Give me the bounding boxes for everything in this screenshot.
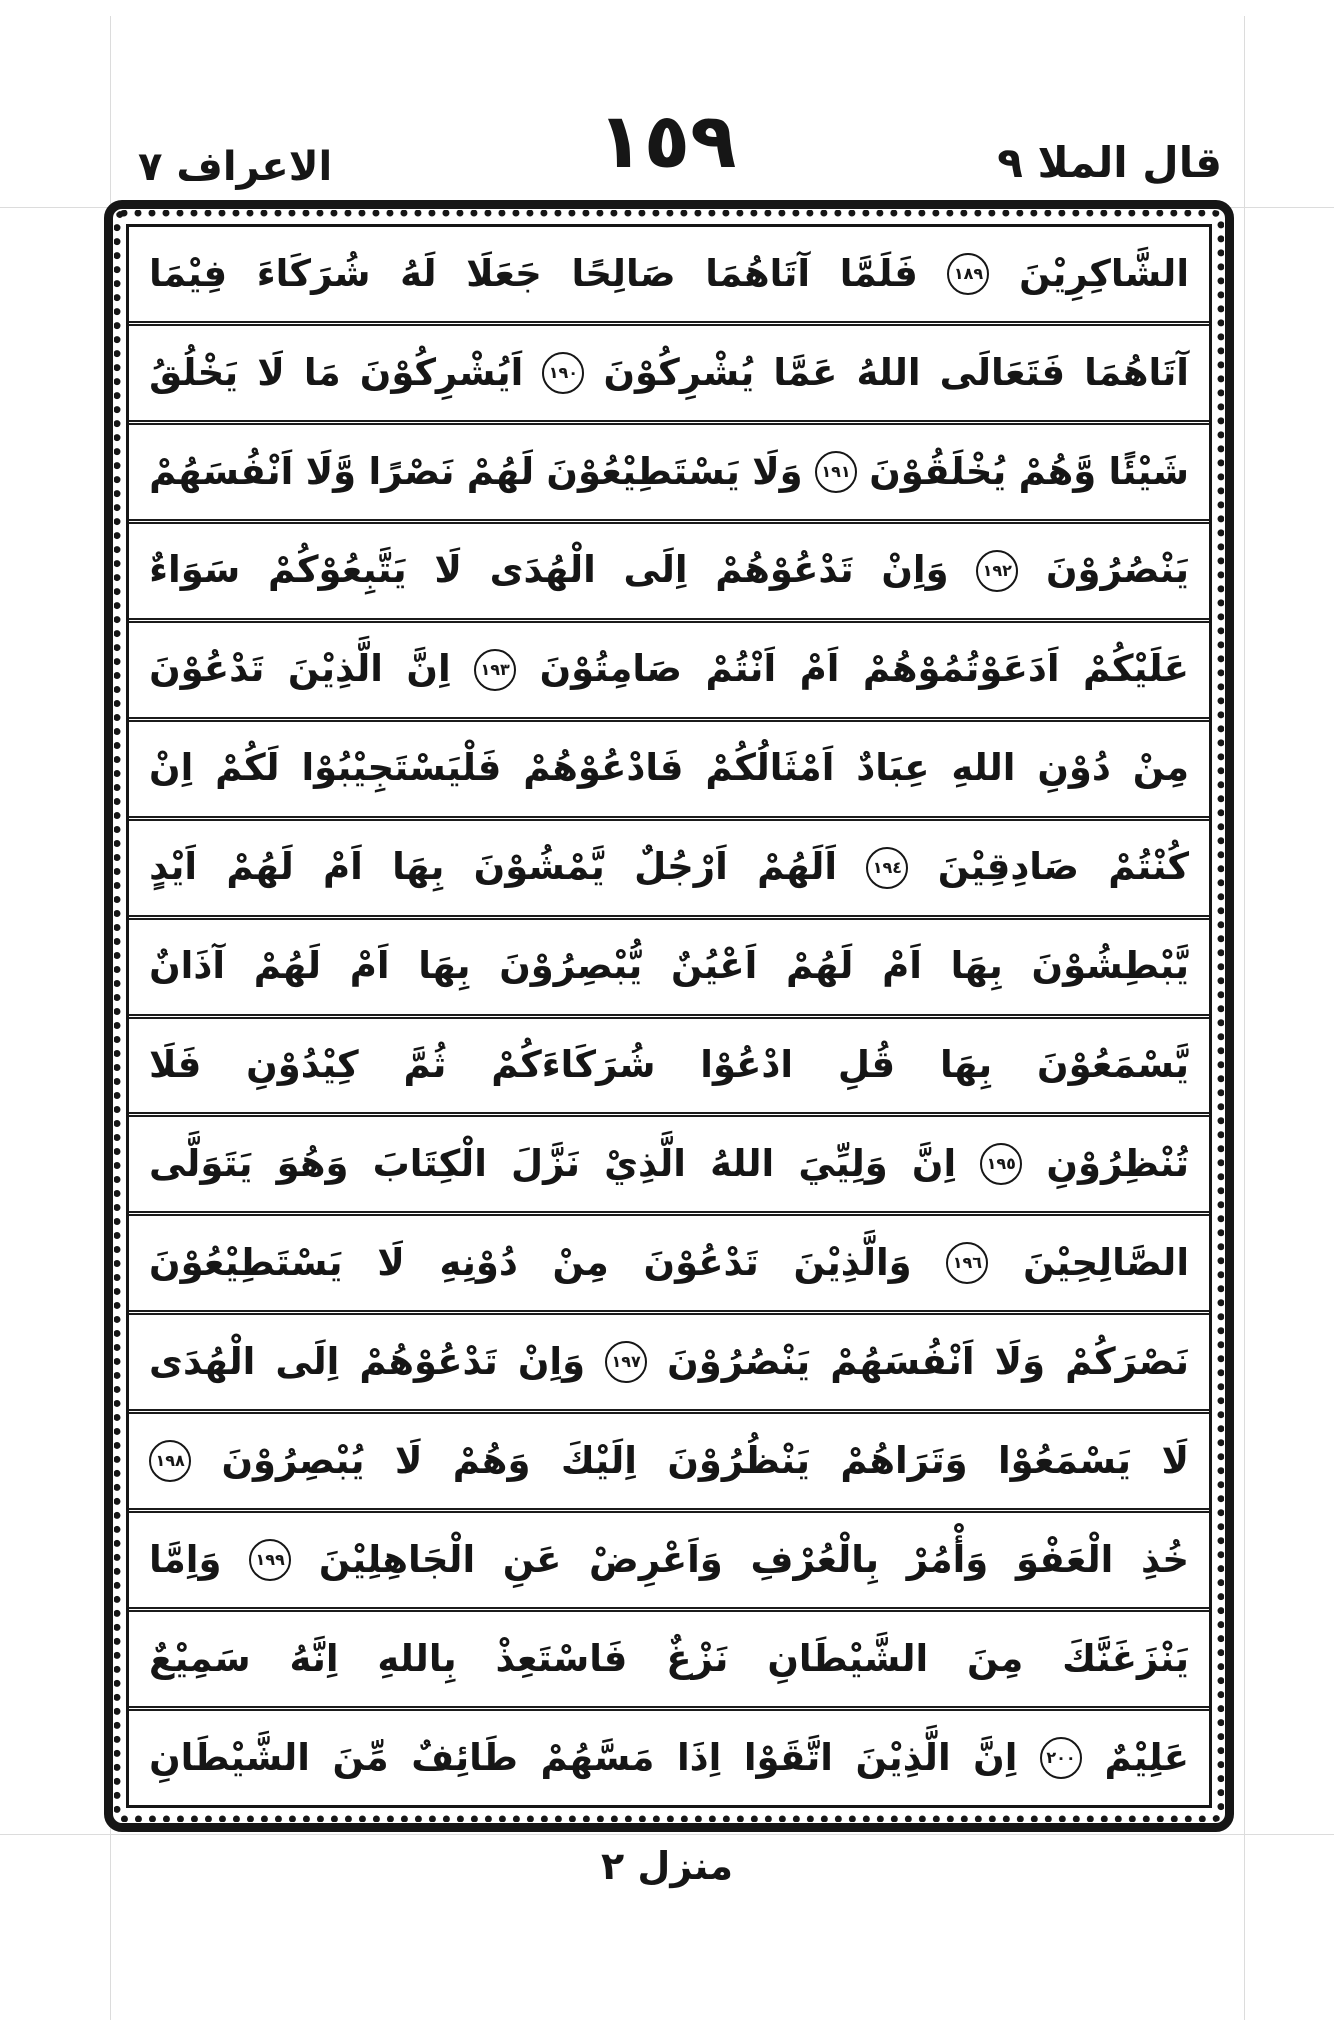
quran-word: قُلِ	[837, 1043, 896, 1087]
quran-word: الَّذِيْنَ	[855, 1735, 951, 1779]
quran-word: يَنْزَغَنَّكَ	[1062, 1636, 1189, 1680]
quran-word: يَّمْشُوْنَ	[473, 845, 605, 889]
ayah-number-badge: ١٩٩	[249, 1539, 291, 1581]
quran-word: آتَاهُمَا	[1084, 350, 1189, 394]
quran-word: يَسْتَطِيْعُوْنَ	[546, 449, 740, 493]
quran-word: فِيْمَا	[149, 251, 228, 295]
quran-word: لَكُمْ	[215, 746, 280, 790]
quran-text-block	[126, 224, 1212, 1808]
quran-word: نَصْرًا	[368, 449, 455, 493]
quran-word: مِنْ	[1132, 746, 1189, 790]
quran-word: الَّذِيْ	[604, 1142, 686, 1186]
margin-rule-bottom	[0, 1834, 1334, 1835]
quran-word: يُّبْصِرُوْنَ	[499, 944, 643, 988]
quran-word: لَا	[257, 350, 285, 394]
quran-word: اَيْدٍ	[149, 845, 198, 889]
quran-word: عِبَادٌ	[856, 746, 930, 790]
quran-word: اِنَّ	[911, 1142, 957, 1186]
quran-word: وَاَعْرِضْ	[589, 1537, 723, 1581]
quran-line	[129, 623, 1209, 722]
quran-word: اَمْ	[349, 944, 390, 988]
quran-word: نَزْغٌ	[666, 1636, 729, 1680]
quran-line	[129, 722, 1209, 821]
quran-word: الْهُدَى	[489, 548, 596, 592]
ayah-number-badge: ١٨٩	[947, 253, 989, 295]
quran-word: سَوَاءٌ	[149, 548, 241, 592]
quran-word: ثُمَّ	[403, 1043, 447, 1087]
quran-word: لَا	[394, 1438, 423, 1482]
quran-word: عَنِ	[502, 1537, 562, 1581]
quran-word: بِهَا	[392, 845, 445, 889]
quran-word: خُذِ	[1140, 1537, 1189, 1581]
quran-word: وَلَا	[752, 449, 803, 493]
quran-word: لَهُمْ	[466, 449, 535, 493]
quran-word: اَعْيُنٌ	[670, 944, 758, 988]
quran-word: اَمْ	[323, 845, 363, 889]
quran-word: وَاِنْ	[517, 1339, 586, 1383]
quran-word: اَنْفُسَهُمْ	[149, 449, 294, 493]
quran-word: فَادْعُوْهُمْ	[523, 746, 684, 790]
quran-word: اِذَا	[676, 1735, 722, 1779]
page-number: ١٥٩	[597, 96, 737, 185]
quran-line	[129, 920, 1209, 1019]
quran-word: طَائِفٌ	[411, 1735, 518, 1779]
quran-word: اَيُشْرِكُوْنَ	[359, 350, 524, 394]
ayah-number-badge: ١٩٨	[149, 1440, 191, 1482]
quran-word: فَلْيَسْتَجِيْبُوْا	[301, 746, 502, 790]
quran-word: شَيْئًا	[1108, 449, 1189, 493]
quran-word: صَالِحًا	[571, 251, 676, 295]
quran-word: تُنْظِرُوْنِ	[1046, 1142, 1189, 1186]
quran-word: لَهُمْ	[226, 845, 294, 889]
quran-word: وَهُمْ	[452, 1438, 531, 1482]
quran-word: اللهُ	[856, 350, 921, 394]
ayah-number-badge: ١٩٤	[866, 847, 908, 889]
quran-word: اِلَى	[275, 1339, 340, 1383]
quran-word: يُشْرِكُوْنَ	[603, 350, 755, 394]
manzil-label: منزل ٢	[600, 1844, 734, 1888]
quran-word: عَلِيْمٌ	[1104, 1735, 1189, 1779]
quran-word: اِنَّ	[406, 647, 451, 691]
quran-line	[129, 1612, 1209, 1711]
quran-word: مِّنَ	[332, 1735, 389, 1779]
ayah-number-badge: ١٩٧	[605, 1341, 647, 1383]
quran-word: فَلَا	[149, 1043, 202, 1087]
quran-line	[129, 1117, 1209, 1216]
quran-word: يَّسْمَعُوْنَ	[1036, 1043, 1189, 1087]
quran-word: شُرَكَاءَكُمْ	[491, 1043, 656, 1087]
quran-word: سَمِيْعٌ	[149, 1636, 251, 1680]
quran-word: اَنْفُسَهُمْ	[830, 1339, 975, 1383]
ayah-number-badge: ١٩٢	[976, 550, 1018, 592]
quran-word: بِهَا	[939, 1043, 993, 1087]
quran-word: وَالَّذِيْنَ	[793, 1241, 912, 1284]
quran-word: اللهُ	[710, 1142, 775, 1186]
quran-word: يَسْتَطِيْعُوْنَ	[149, 1241, 343, 1284]
quran-word: بِالْعُرْفِ	[750, 1537, 880, 1581]
quran-word: يُخْلَقُوْنَ	[869, 449, 1007, 493]
quran-word: وَلَا	[994, 1339, 1046, 1383]
margin-rule-right	[1244, 16, 1245, 2020]
quran-word: وَلِيِّيَ	[798, 1142, 888, 1186]
quran-word: بِاللهِ	[377, 1636, 457, 1680]
quran-line	[129, 1711, 1209, 1805]
ayah-number-badge: ١٩٠	[542, 352, 584, 394]
quran-word: لَهُمْ	[253, 944, 322, 988]
quran-word: يَتَوَلَّى	[149, 1142, 253, 1186]
quran-line	[129, 1513, 1209, 1612]
quran-word: وَاِنْ	[881, 548, 949, 592]
quran-word: اِنْ	[149, 746, 194, 790]
juz-title: قال الملا ٩	[997, 138, 1222, 187]
quran-word: وَتَرَاهُمْ	[840, 1438, 968, 1482]
quran-word: دُوْنِ	[1037, 746, 1111, 790]
quran-word: فَاسْتَعِذْ	[495, 1636, 628, 1680]
quran-word: شُرَكَاءَ	[256, 251, 371, 295]
quran-word: تَدْعُوْنَ	[149, 647, 265, 691]
quran-word: آتَاهُمَا	[705, 251, 811, 295]
quran-word: مِنَ	[967, 1636, 1024, 1680]
quran-word: وَاِمَّا	[149, 1537, 222, 1581]
quran-word: يَّبْطِشُوْنَ	[1031, 944, 1189, 988]
quran-word: مِنْ	[552, 1241, 609, 1284]
quran-word: صَادِقِيْنَ	[937, 845, 1079, 889]
quran-word: الَّذِيْنَ	[287, 647, 383, 691]
ayah-number-badge: ١٩٦	[946, 1242, 988, 1284]
quran-word: صَامِتُوْنَ	[539, 647, 682, 691]
quran-word: يَتَّبِعُوْكُمْ	[267, 548, 407, 592]
quran-word: اَمْ	[882, 944, 922, 988]
quran-word: وَّلَا	[305, 449, 357, 493]
quran-word: الْهُدَى	[149, 1339, 256, 1383]
quran-word: لَهُمْ	[786, 944, 854, 988]
quran-word: وَهُوَ	[276, 1142, 349, 1186]
quran-word: اَنْتُمْ	[705, 647, 777, 691]
quran-word: نَزَّلَ	[511, 1142, 581, 1186]
quran-word: فَلَمَّا	[839, 251, 918, 295]
quran-word: بِهَا	[418, 944, 471, 988]
quran-word: ادْعُوْا	[700, 1043, 794, 1087]
quran-word: اَمْثَالُكُمْ	[705, 746, 835, 790]
ayah-number-badge: ١٩٣	[474, 649, 516, 691]
quran-word: كِيْدُوْنِ	[246, 1043, 359, 1087]
quran-word: لَا	[1161, 1438, 1189, 1482]
quran-word: اِلَى	[623, 548, 688, 592]
ayah-number-badge: ٢٠٠	[1040, 1737, 1082, 1779]
quran-line	[129, 1019, 1209, 1118]
quran-word: لَا	[434, 548, 462, 592]
quran-word: دُوْنِهِ	[439, 1241, 518, 1284]
quran-line	[129, 524, 1209, 623]
quran-word: اتَّقَوْا	[743, 1735, 833, 1779]
quran-word: اِلَيْكَ	[560, 1438, 637, 1482]
quran-word: الْكِتَابَ	[372, 1142, 487, 1186]
quran-word: اللهِ	[951, 746, 1016, 790]
quran-word: يَخْلُقُ	[149, 350, 239, 394]
quran-word: تَدْعُوْنَ	[643, 1241, 759, 1284]
quran-line	[129, 425, 1209, 524]
surah-title: الاعراف ٧	[138, 144, 333, 190]
quran-line	[129, 1216, 1209, 1315]
quran-word: اِنَّهُ	[289, 1636, 339, 1680]
ayah-number-badge: ١٩١	[815, 451, 857, 493]
ayah-number-badge: ١٩٥	[980, 1143, 1022, 1185]
quran-word: اَمْ	[799, 647, 840, 691]
quran-word: تَدْعُوْهُمْ	[715, 548, 854, 592]
quran-word: جَعَلَا	[466, 251, 542, 295]
quran-word: عَلَيْكُمْ	[1082, 647, 1189, 691]
quran-word: اَرْجُلٌ	[634, 845, 728, 889]
quran-word: كُنْتُمْ	[1108, 845, 1189, 889]
quran-word: يَنْصُرُوْنَ	[667, 1339, 811, 1383]
text-frame-border	[104, 200, 1234, 1832]
quran-word: وَأْمُرْ	[906, 1537, 989, 1581]
quran-word: الشَّيْطَانِ	[767, 1636, 929, 1680]
quran-word: الشَّيْطَانِ	[149, 1735, 310, 1779]
quran-word: لَا	[377, 1241, 405, 1284]
quran-line	[129, 227, 1209, 326]
quran-word: الشَّاكِرِيْنَ	[1019, 251, 1189, 295]
quran-line	[129, 1315, 1209, 1414]
quran-word: الصَّالِحِيْنَ	[1023, 1241, 1189, 1284]
quran-word: مَسَّهُمْ	[540, 1735, 655, 1779]
quran-word: نَصْرَكُمْ	[1065, 1339, 1189, 1383]
quran-word: يَنْظُرُوْنَ	[667, 1438, 810, 1482]
quran-word: الْعَفْوَ	[1015, 1537, 1114, 1581]
quran-word: عَمَّا	[773, 350, 838, 394]
quran-word: اِنَّ	[973, 1735, 1018, 1779]
quran-word: اَدَعَوْتُمُوْهُمْ	[862, 647, 1060, 691]
quran-word: الْجَاهِلِيْنَ	[318, 1537, 476, 1581]
quran-word: لَهُ	[400, 251, 437, 295]
quran-line	[129, 326, 1209, 425]
quran-word: تَدْعُوْهُمْ	[359, 1339, 498, 1383]
quran-line	[129, 1414, 1209, 1513]
quran-word: آذَانٌ	[149, 944, 226, 988]
quran-word: وَّهُمْ	[1018, 449, 1097, 493]
quran-word: يَسْمَعُوْا	[997, 1438, 1132, 1482]
quran-word: يُبْصِرُوْنَ	[221, 1438, 365, 1482]
quran-word: بِهَا	[950, 944, 1003, 988]
quran-word: اَلَهُمْ	[757, 845, 838, 889]
quran-word: مَا	[303, 350, 341, 394]
quran-word: فَتَعَالَى	[939, 350, 1066, 394]
quran-word: يَنْصُرُوْنَ	[1045, 548, 1189, 592]
quran-line	[129, 821, 1209, 920]
